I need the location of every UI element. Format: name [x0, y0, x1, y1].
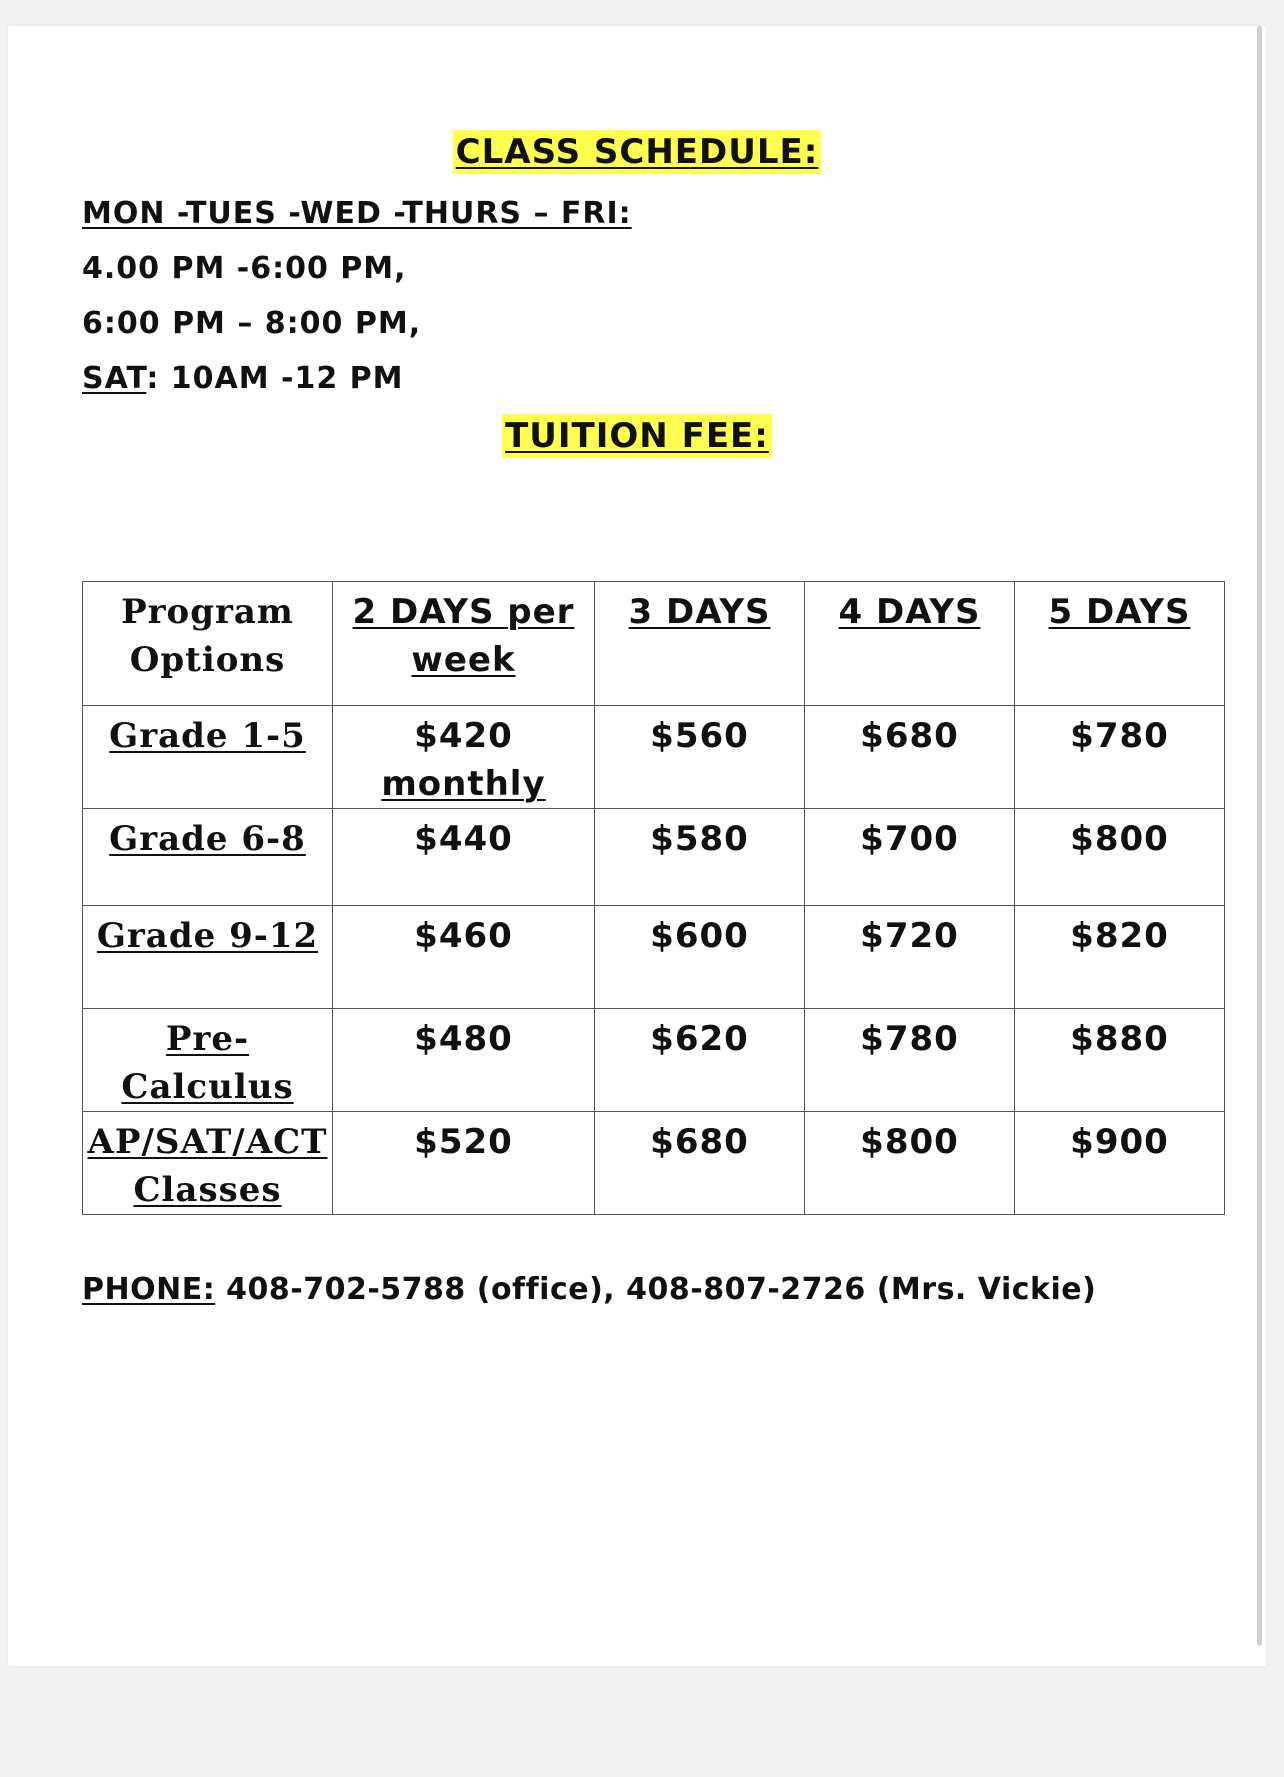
saturday-time: : 10AM -12 PM — [146, 361, 404, 396]
price-2-days: $480 — [333, 1009, 595, 1112]
price-4-days: $720 — [805, 906, 1015, 1009]
program-cell: Grade 9-12 — [83, 906, 333, 1009]
monthly-note: monthly — [381, 764, 546, 804]
price-4-days: $680 — [805, 706, 1015, 809]
price-3-days: $560 — [595, 706, 805, 809]
price-2-days: $440 — [333, 809, 595, 906]
tuition-fee-heading: TUITION FEE: — [8, 416, 1266, 456]
price-5-days: $820 — [1015, 906, 1225, 1009]
phone-line — [82, 1272, 1096, 1307]
tuition-table — [82, 581, 1225, 1215]
header-3-days: 3 DAYS — [595, 582, 805, 706]
price-2-days: $460 — [333, 906, 595, 1009]
price-2-days: $420 monthly — [333, 706, 595, 809]
header-4-days: 4 DAYS — [805, 582, 1015, 706]
class-schedule-heading: CLASS SCHEDULE: — [8, 132, 1266, 172]
schedule-time-2: 6:00 PM – 8:00 PM, — [82, 306, 422, 341]
phone-numbers: 408-702-5788 (office), 408-807-2726 (Mrs. Vickie) — [215, 1272, 1097, 1307]
saturday-label: SAT — [82, 361, 147, 396]
price-4-days: $700 — [805, 809, 1015, 906]
price-4-days: $780 — [805, 1009, 1015, 1112]
document-page — [8, 26, 1266, 1666]
program-cell: Grade 1-5 — [83, 706, 333, 809]
price-5-days: $900 — [1015, 1112, 1225, 1215]
table-row — [83, 906, 1225, 1009]
scrollbar[interactable] — [1257, 26, 1262, 1646]
price-4-days: $800 — [805, 1112, 1015, 1215]
price-3-days: $680 — [595, 1112, 805, 1215]
table-header-row — [83, 582, 1225, 706]
program-cell: AP/SAT/ACT Classes — [83, 1112, 333, 1215]
header-2-days: 2 DAYS per week — [333, 582, 595, 706]
schedule-saturday — [82, 361, 404, 396]
price-5-days: $880 — [1015, 1009, 1225, 1112]
program-cell: Grade 6-8 — [83, 809, 333, 906]
schedule-time-1: 4.00 PM -6:00 PM, — [82, 251, 407, 286]
price-2-days: $520 — [333, 1112, 595, 1215]
phone-label: PHONE: — [82, 1272, 216, 1307]
schedule-days: MON -TUES -WED -THURS – FRI: — [82, 196, 632, 231]
header-5-days: 5 DAYS — [1015, 582, 1225, 706]
price-5-days: $800 — [1015, 809, 1225, 906]
table-row — [83, 706, 1225, 809]
table-row — [83, 1009, 1225, 1112]
table-row — [83, 1112, 1225, 1215]
price-3-days: $600 — [595, 906, 805, 1009]
price-3-days: $580 — [595, 809, 805, 906]
header-program-options: Program Options — [83, 582, 333, 706]
program-cell: Pre-Calculus — [83, 1009, 333, 1112]
table-row — [83, 809, 1225, 906]
price-5-days: $780 — [1015, 706, 1225, 809]
price-3-days: $620 — [595, 1009, 805, 1112]
